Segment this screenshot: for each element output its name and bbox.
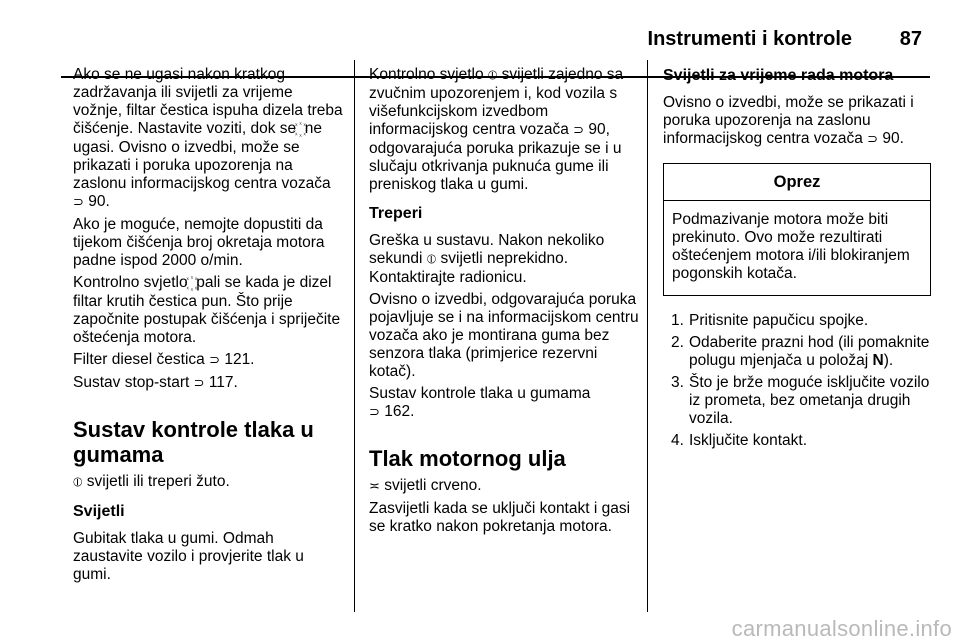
paragraph: Kontrolno svjetlo pali se kada je dizel filtar krutih čestica pun. Što prije započnite postupak čišćenja i spriječite oštećenja motora. [73, 274, 341, 346]
tyre-pressure-icon: ⦶ [73, 475, 83, 490]
caution-title: Oprez [664, 164, 930, 201]
column-1 [73, 66, 345, 588]
caution-box [663, 163, 931, 296]
paragraph: Kontrolno svjetlo ⦶ svijetli zajedno sa zvučnim upozorenjem i, kod vozila s višefunkcijskom izvedbom informacijskog centra vozača ⊃ 90, odgovarajuća poruka prikazuje se i u slučaju otkrivanja puknuća gume ili preniskog tlaka u gumi. [369, 66, 624, 193]
header-title: Instrumenti i kontrole [647, 28, 852, 50]
ref-arrow-icon: ⊃ [193, 376, 205, 391]
list-item: 3. Što je brže moguće isključite vozilo iz prometa, bez ometanja drugih vozila. [671, 374, 930, 427]
paragraph: Zasvijetli kada se uključi kontakt i gasi se kratko nakon pokretanja motora. [369, 500, 631, 535]
oil-can-icon: ≍ [369, 479, 380, 494]
list-item: 2. Odaberite prazni hod (ili pomaknite polugu mjenjača u položaj N). [671, 334, 930, 369]
watermark: carmanualsonline.info [731, 616, 952, 641]
ref-arrow-icon: ⊃ [867, 132, 879, 147]
subheading: Treperi [369, 205, 423, 222]
section-heading: Tlak motornog ulja [369, 446, 566, 471]
paragraph: Ako je moguće, nemojte dopustiti da tijekom čišćenja broj okretaja motora padne ispod 2000 o/min. [73, 216, 325, 269]
cross-reference[interactable]: Filter diesel čestica ⊃ 121. [73, 351, 255, 368]
column-divider [647, 60, 648, 612]
subheading: Svijetli [73, 503, 125, 520]
paragraph: ⦶ svijetli ili treperi žuto. [73, 473, 230, 490]
column-2 [369, 66, 639, 540]
subheading: Svijetli za vrijeme rada motora [663, 67, 894, 84]
list-item: 4. Isključite kontakt. [671, 432, 808, 449]
list-item: 1. Pritisnite papučicu spojke. [671, 312, 869, 329]
section-heading: Sustav kontrole tlaka u gumama [73, 417, 314, 467]
tyre-pressure-icon: ⦶ [487, 68, 498, 83]
ref-arrow-icon: ⊃ [573, 123, 585, 138]
page-number: 87 [899, 28, 922, 50]
cross-reference[interactable]: Sustav kontrole tlaka u gumama ⊃ 162. [369, 385, 591, 420]
ref-arrow-icon: ⊃ [369, 405, 380, 420]
tyre-pressure-icon: ⦶ [426, 252, 437, 267]
caution-body: Podmazivanje motora može biti prekinuto. Ovo može rezultirati oštećenjem motora i/ili blokiranjem pogonskih kotača. [672, 211, 910, 282]
paragraph: Gubitak tlaka u gumi. Odmah zaustavite vozilo i provjerite tlak u gumi. [73, 530, 304, 583]
paragraph: Ovisno o izvedbi, odgovarajuća poruka pojavljuje se i na informacijskom centru vozača ako je montirana guma bez senzora tlaka (primjerice rezervni kotač). [369, 291, 639, 380]
steps-list [663, 312, 931, 450]
ref-arrow-icon: ⊃ [73, 195, 84, 210]
column-3 [663, 66, 931, 454]
paragraph: Ako se ne ugasi nakon kratkog zadržavanja ili svijetli za vrijeme vožnje, filtar čestica ispuha dizela treba čišćenje. Nastavite voziti, dok se ne ugasi. Ovisno o izvedbi, može se prikazati i poruka upozorenja na zaslonu informacijskog centra vozača ⊃ 90. [73, 66, 343, 210]
paragraph: Ovisno o izvedbi, može se prikazati i poruka upozorenja na zaslonu informacijskog centra vozača ⊃ 90. [663, 94, 914, 147]
cross-reference[interactable]: Sustav stop-start ⊃ 117. [73, 374, 238, 391]
column-divider [354, 60, 355, 612]
paragraph: Greška u sustavu. Nakon nekoliko sekundi ⦶ svijetli neprekidno. Kontaktirajte radionicu. [369, 232, 605, 286]
ref-arrow-icon: ⊃ [209, 353, 221, 368]
page-header [0, 26, 930, 56]
paragraph: ≍ svijetli crveno. [369, 477, 482, 494]
